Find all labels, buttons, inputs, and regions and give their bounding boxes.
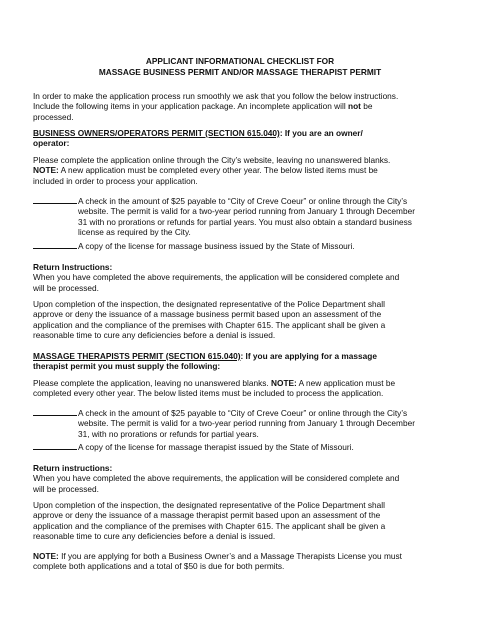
title-line-2: MASSAGE BUSINESS PERMIT AND/OR MASSAGE THERAPIST PERMIT — [98, 67, 382, 77]
therapist-section-heading: MASSAGE THERAPISTS PERMIT (SECTION 615.040): If you are applying for a massage therapist permit you must supply the following: — [33, 351, 377, 372]
checkbox-blank[interactable] — [33, 240, 77, 249]
therapist-checklist-item-fee: A check in the amount of $25 payable to “City of Creve Coeur” or online through the City’s website. The permit is valid for a two-year period running from January 1 through December 31, with no prorations or refunds for partial years. — [33, 407, 453, 439]
business-checklist-item-license: A copy of the license for massage business issued by the State of Missouri. — [33, 240, 453, 251]
business-section-heading: BUSINESS OWNERS/OPERATORS PERMIT (SECTION 615.040): If you are an owner/ operator: — [33, 128, 363, 149]
checkbox-blank[interactable] — [33, 407, 77, 416]
therapist-return-instructions: Return instructions: When you have completed the above requirements, the application will be considered complete and will be processed. — [33, 463, 400, 494]
business-checklist-item-fee: A check in the amount of $25 payable to “City of Creve Coeur” or online through the City’s website. The permit is valid for a two-year period running from January 1 through December 31 with no prorations or refunds for partial years. You must also obtain a standard business license as required by the City. — [33, 195, 453, 238]
business-instructions: Please complete the application online through the City’s website, leaving no unanswered blanks. NOTE: A new application must be completed every other year. The below listed items must be included in order to process your application. — [33, 155, 391, 186]
business-inspection-paragraph: Upon completion of the inspection, the designated representative of the Police Department shall approve or deny the issuance of a massage business permit based upon an assessment of the application and the compliance of the premises with Chapter 615. The applicant shall be given a reasonable time to cure any deficiencies before a denial is issued. — [33, 299, 386, 341]
therapist-checklist-item-license: A copy of the license for massage therapist issued by the State of Missouri. — [33, 441, 453, 452]
business-return-instructions: Return Instructions: When you have completed the above requirements, the application will be considered complete and will be processed. — [33, 262, 400, 293]
intro-paragraph: In order to make the application process run smoothly we ask that you follow the below instructions. Include the following items in your application package. An incomplete application will not be processed. — [33, 91, 399, 122]
therapist-instructions: Please complete the application, leaving no unanswered blanks. NOTE: A new application must be completed every other year. The below listed items must be included to process the application. — [33, 378, 396, 399]
therapist-inspection-paragraph: Upon completion of the inspection, the designated representative of the Police Department shall approve or deny the issuance of a massage therapist permit based upon an assessment of the application and the compliance of the premises with Chapter 615. The applicant shall be given a reasonable time to cure any deficiencies before a denial is issued. — [33, 500, 386, 542]
checkbox-blank[interactable] — [33, 195, 77, 204]
final-note: NOTE: If you are applying for both a Business Owner’s and a Massage Therapists License you must complete both applications and a total of $50 is due for both permits. — [33, 551, 402, 572]
title-line-1: APPLICANT INFORMATIONAL CHECKLIST FOR — [145, 56, 335, 66]
checkbox-blank[interactable] — [33, 441, 77, 450]
